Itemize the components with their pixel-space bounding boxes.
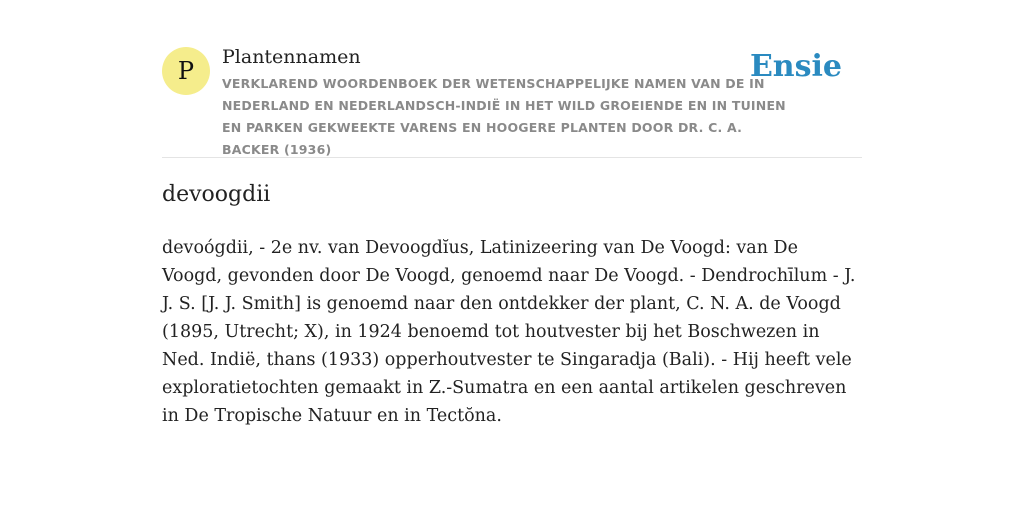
entry-headword: devoogdii <box>162 182 271 207</box>
source-title[interactable]: Plantennamen <box>222 46 361 68</box>
source-avatar: P <box>162 47 210 95</box>
header-divider <box>162 157 862 158</box>
source-subtitle: VERKLAREND WOORDENBOEK DER WETENSCHAPPELIJKE NAMEN VAN DE IN NEDERLAND EN NEDERLANDSCH-INDIË IN HET WILD GROEIENDE EN IN TUINEN EN PARKEN GEKWEEKTE VARENS EN HOOGERE PLANTEN DOOR DR. C. A. BACKER (1936) <box>222 76 786 157</box>
source-header <box>162 44 862 157</box>
ensie-logo[interactable]: Ensie <box>749 49 842 84</box>
entry-definition: devoógdii, - 2e nv. van Devoogdĭus, Latinizeering van De Voogd: van De Voogd, gevonden door De Voogd, genoemd naar De Voogd. - Dendrochīlum - J. J. S. [J. J. Smith] is genoemd naar den ontdekker der plant, C. N. A. de Voogd (1895, Utrecht; X), in 1924 benoemd tot houtvester bij het Boschwezen in Ned. Indië, thans (1933) opperhoutvester te Singaradja (Bali). - Hij heeft vele exploratietochten gemaakt in Z.-Sumatra en een aantal artikelen geschreven in De Tropische Natuur en in Tectŏna. <box>162 238 856 426</box>
